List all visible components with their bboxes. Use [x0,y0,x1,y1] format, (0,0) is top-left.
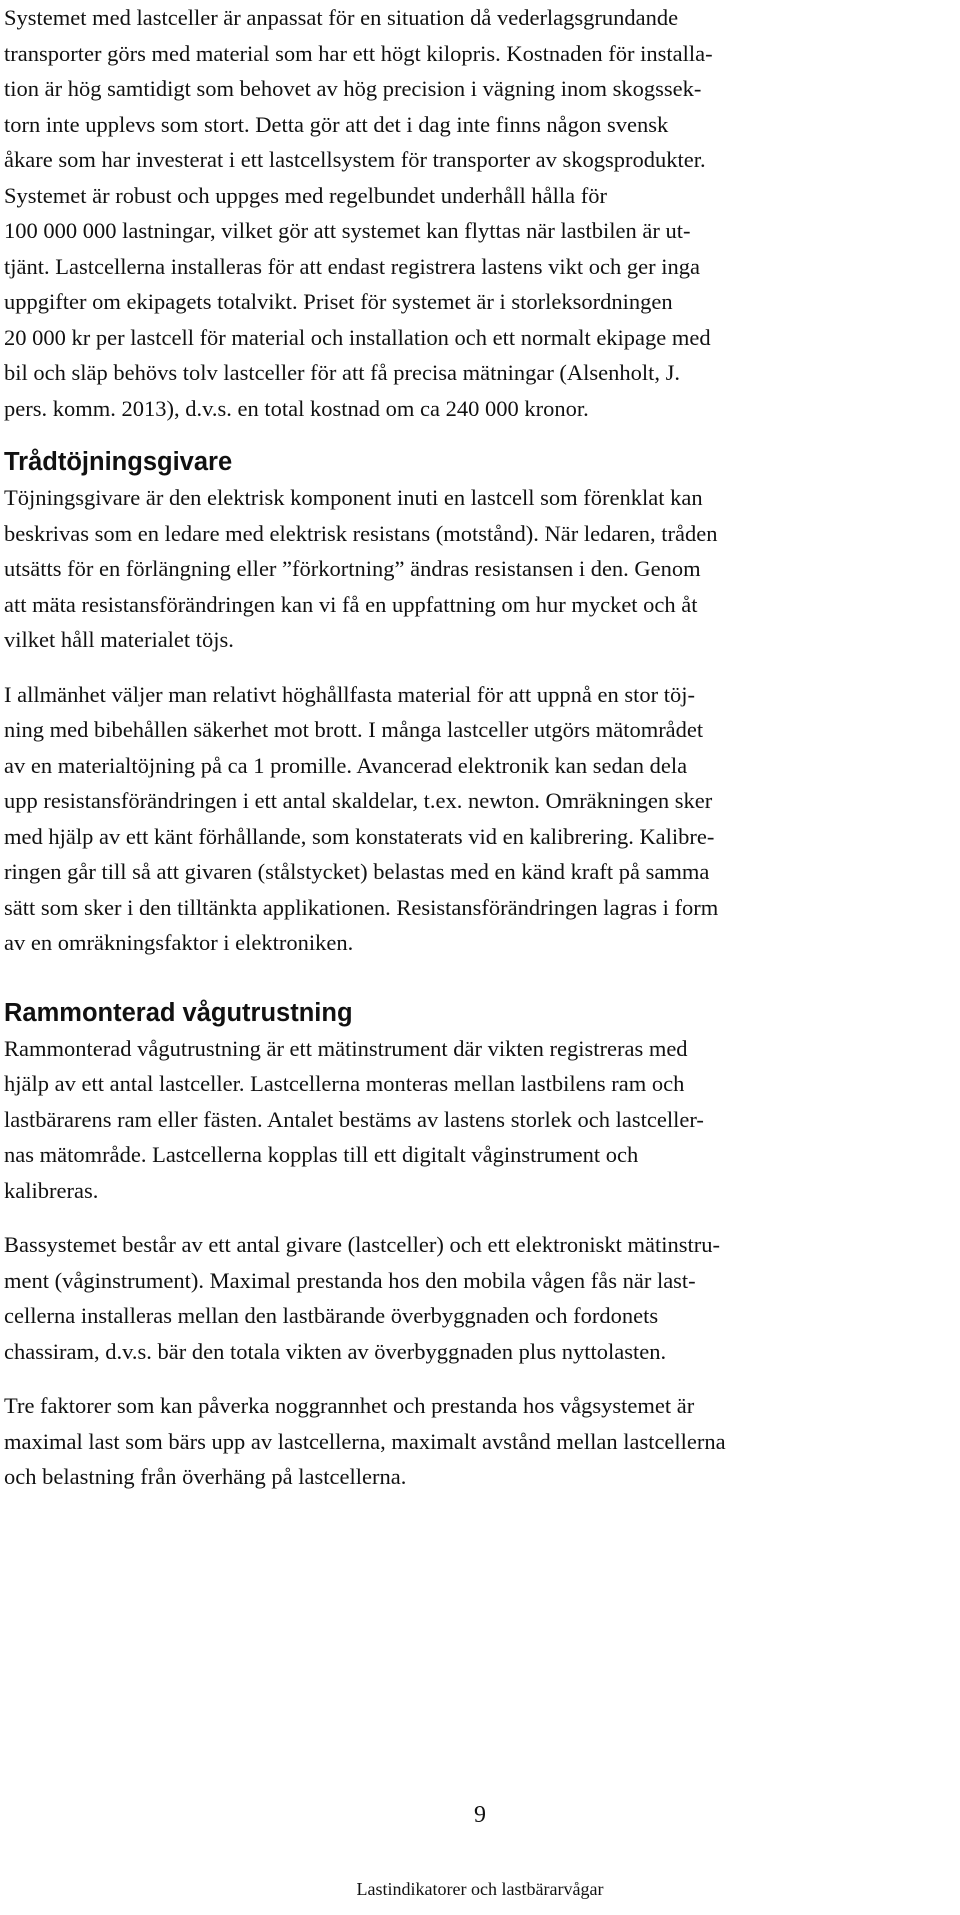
paragraph-hoghallfasta: I allmänhet väljer man relativt höghållfasta material för att uppnå en stor töj- ning med bibehållen säkerhet mot brott. I många lastceller utgörs mätområdet av en materialtöjning på ca 1 promille. Avancerad elektronik kan sedan dela upp resistansförändringen i ett antal skaldelar, t.ex. newton. Omräkningen sker med hjälp av ett känt förhållande, som konstaterats vid en kalibrering. Kalibre- ringen går till så att givaren (stålstycket) belastas med en känd kraft på samma sätt som sker i den tilltänkta applikationen. Resistansförändringen lagras i form av en omräkningsfaktor i elektroniken. [4,681,719,955]
document-body [4,0,956,1495]
section-heading-rammonterad: Rammonterad vågutrustning [4,998,353,1027]
page-number: 9 [474,1802,486,1828]
paragraph-tojningsgivare: Töjningsgivare är den elektrisk komponent inuti en lastcell som förenklat kan beskrivas som en ledare med elektrisk resistans (motstånd). När ledaren, tråden utsätts för en förlängning eller ”förkortning” ändras resistansen i den. Genom att mäta resistansförändringen kan vi få en uppfattning om hur mycket och åt vilket håll materialet töjs. [4,485,718,652]
paragraph-tre-faktorer: Tre faktorer som kan påverka noggrannhet och prestanda hos vågsystemet är maximal last som bärs upp av lastcellerna, maximalt avstånd mellan lastcellerna och belastning från överhäng på lastcellerna. [4,1393,726,1489]
paragraph-rammonterad: Rammonterad vågutrustning är ett mätinstrument där vikten registreras med hjälp av ett antal lastceller. Lastcellerna monteras mellan lastbilens ram och lastbärarens ram eller fästen. Antalet bestäms av lastens storlek och lastceller- nas mätområde. Lastcellerna kopplas till ett digitalt våginstrument och kalibreras. [4,1035,704,1203]
footer-title: Lastindikatorer och lastbärarvågar [356,1879,604,1899]
paragraph-bassystemet: Bassystemet består av ett antal givare (lastceller) och ett elektroniskt mätinstru- ment (våginstrument). Maximal prestanda hos den mobila vågen fås när last- cellerna installeras mellan den lastbärande överbyggnaden och fordonets chassiram, d.v.s. bär den totala vikten av överbyggnaden plus nyttolasten. [4,1232,721,1364]
section-heading-tradtojningsgivare: Trådtöjningsgivare [4,448,233,476]
paragraph-intro: Systemet med lastceller är anpassat för en situation då vederlagsgrundande transporter görs med material som har ett högt kilopris. Kostnaden för installa- tion är hög samtidigt som behovet av hög precision i vägning inom skogssek- torn inte upplevs som stort. Detta gör att det i dag inte finns någon svensk åkare som har investerat i ett lastcellsystem för transporter av skogsprodukter. Systemet är robust och uppges med regelbundet underhåll hålla för 100 000 000 lastningar, vilket gör att systemet kan flyttas när lastbilen är ut- tjänt. Lastcellerna installeras för att endast registrera lastens vikt och ger inga uppgifter om ekipagets totalvikt. Priset för systemet är i storleksordningen 20 000 kr per lastcell för material och installation och ett normalt ekipage med bil och släp behövs tolv lastceller för att få precisa mätningar (Alsenholt, J. pers. komm. 2013), d.v.s. en total kostnad om ca 240 000 kronor. [4,5,713,421]
